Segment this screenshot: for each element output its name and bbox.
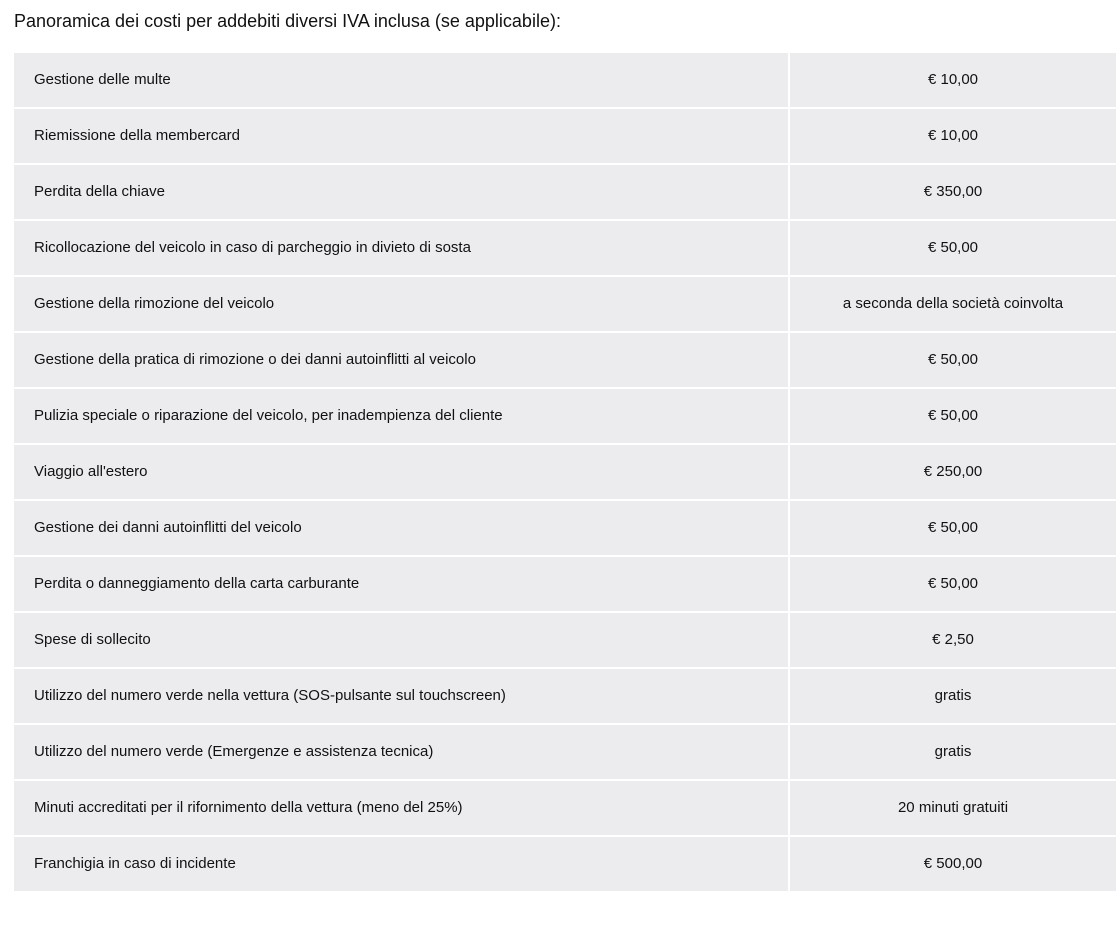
- fee-value: a seconda della società coinvolta: [790, 277, 1116, 333]
- table-row: [14, 221, 1116, 277]
- fee-label: Spese di sollecito: [14, 613, 790, 669]
- table-row: [14, 781, 1116, 837]
- fee-value: € 10,00: [790, 53, 1116, 109]
- fee-label: Ricollocazione del veicolo in caso di parcheggio in divieto di sosta: [14, 221, 790, 277]
- fee-label: Franchigia in caso di incidente: [14, 837, 790, 893]
- fee-value: € 350,00: [790, 165, 1116, 221]
- table-row: [14, 109, 1116, 165]
- fee-value: € 10,00: [790, 109, 1116, 165]
- table-row: [14, 445, 1116, 501]
- fee-value: € 50,00: [790, 221, 1116, 277]
- fee-label: Viaggio all'estero: [14, 445, 790, 501]
- fee-label: Utilizzo del numero verde (Emergenze e assistenza tecnica): [14, 725, 790, 781]
- fee-value: 20 minuti gratuiti: [790, 781, 1116, 837]
- fee-label: Pulizia speciale o riparazione del veicolo, per inadempienza del cliente: [14, 389, 790, 445]
- fee-value: gratis: [790, 669, 1116, 725]
- fee-label: Perdita o danneggiamento della carta carburante: [14, 557, 790, 613]
- page-title: Panoramica dei costi per addebiti diversi IVA inclusa (se applicabile):: [14, 11, 561, 31]
- fee-label: Minuti accreditati per il rifornimento della vettura (meno del 25%): [14, 781, 790, 837]
- fee-value: € 50,00: [790, 389, 1116, 445]
- fee-label: Gestione dei danni autoinflitti del veicolo: [14, 501, 790, 557]
- fee-value: € 2,50: [790, 613, 1116, 669]
- fee-value: € 50,00: [790, 333, 1116, 389]
- table-row: [14, 53, 1116, 109]
- table-row: [14, 725, 1116, 781]
- fee-label: Riemissione della membercard: [14, 109, 790, 165]
- fee-value: € 50,00: [790, 501, 1116, 557]
- table-row: [14, 613, 1116, 669]
- fee-label: Perdita della chiave: [14, 165, 790, 221]
- fee-label: Gestione della rimozione del veicolo: [14, 277, 790, 333]
- fee-value: € 500,00: [790, 837, 1116, 893]
- fee-label: Utilizzo del numero verde nella vettura (SOS-pulsante sul touchscreen): [14, 669, 790, 725]
- table-row: [14, 557, 1116, 613]
- fee-value: gratis: [790, 725, 1116, 781]
- table-row: [14, 669, 1116, 725]
- cost-table: [14, 53, 1116, 893]
- table-row: [14, 333, 1116, 389]
- table-row: [14, 837, 1116, 893]
- table-row: [14, 501, 1116, 557]
- fee-value: € 250,00: [790, 445, 1116, 501]
- fee-label: Gestione delle multe: [14, 53, 790, 109]
- fee-value: € 50,00: [790, 557, 1116, 613]
- table-row: [14, 165, 1116, 221]
- table-row: [14, 389, 1116, 445]
- table-row: [14, 277, 1116, 333]
- fee-label: Gestione della pratica di rimozione o dei danni autoinflitti al veicolo: [14, 333, 790, 389]
